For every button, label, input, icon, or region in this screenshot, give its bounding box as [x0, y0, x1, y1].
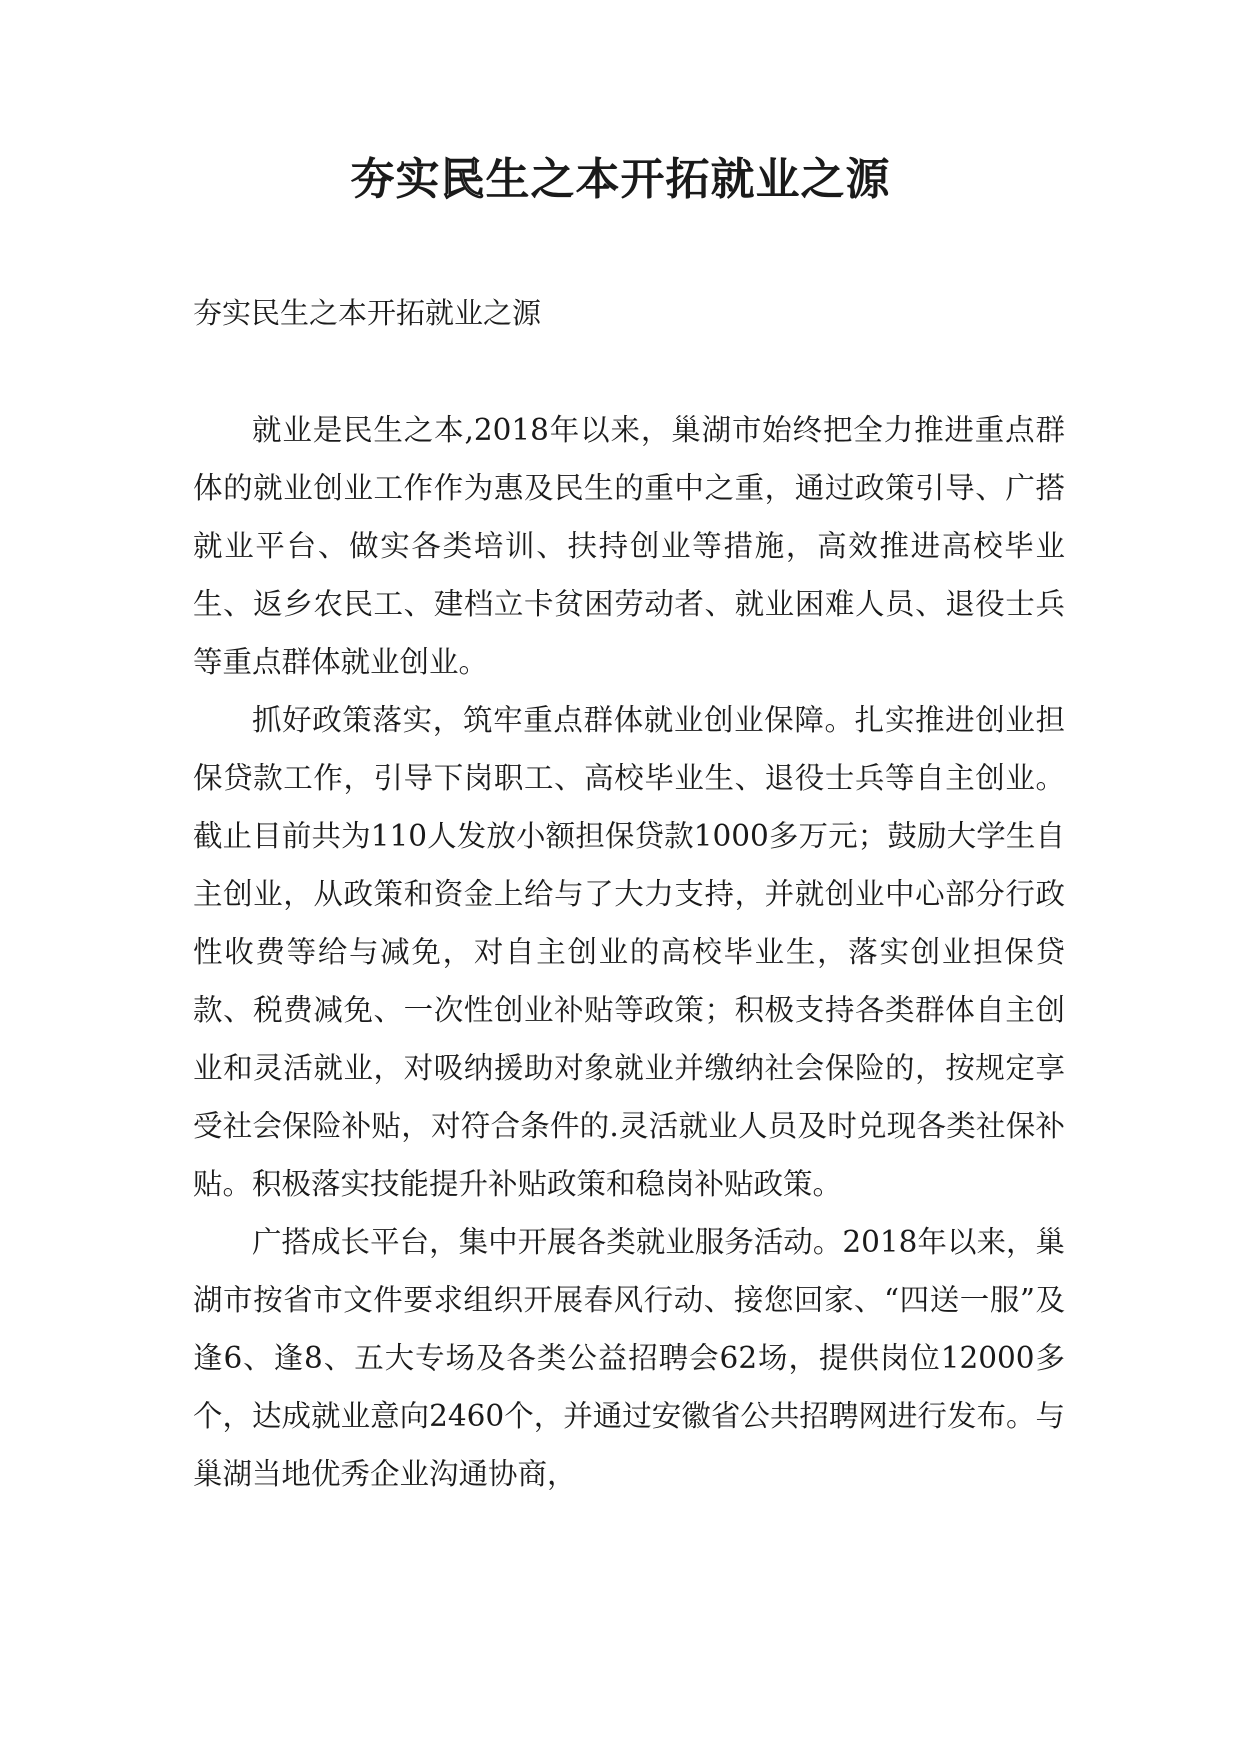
paragraph: 抓好政策落实，筑牢重点群体就业创业保障。扎实推进创业担保贷款工作，引导下岗职工、高校毕业生、退役士兵等自主创业。截止目前共为110人发放小额担保贷款1000多万元；鼓励大学生自主创业，从政策和资金上给与了大力支持，并就创业中心部分行政性收费等给与减免，对自主创业的高校毕业生，落实创业担保贷款、税费减免、一次性创业补贴等政策；积极支持各类群体自主创业和灵活就业，对吸纳援助对象就业并缴纳社会保险的，按规定享受社会保险补贴，对符合条件的.灵活就业人员及时兑现各类社保补贴。积极落实技能提升补贴政策和稳岗补贴政策。 — [193, 703, 1065, 1201]
paragraph: 广搭成长平台，集中开展各类就业服务活动。2018年以来，巢湖市按省市文件要求组织开展春风行动、接您回家、“四送一服”及逢6、逢8、五大专场及各类公益招聘会62场，提供岗位12000多个，达成就业意向2460个，并通过安徽省公共招聘网进行发布。与巢湖当地优秀企业沟通协商， — [193, 1225, 1065, 1491]
title-part-2: 生之本开拓就业之源 — [485, 154, 891, 205]
document-title — [0, 150, 1241, 210]
document-body — [193, 401, 1065, 1503]
title-highlight-char: 民 — [440, 154, 486, 205]
paragraph: 就业是民生之本,2018年以来，巢湖市始终把全力推进重点群体的就业创业工作作为惠及民生的重中之重，通过政策引导、广搭就业平台、做实各类培训、扶持创业等措施，高效推进高校毕业生、返乡农民工、建档立卡贫困劳动者、就业困难人员、退役士兵等重点群体就业创业。 — [193, 413, 1065, 679]
document-subtitle: 夯实民生之本开拓就业之源 — [193, 296, 542, 330]
title-part-1: 夯实 — [350, 154, 441, 205]
